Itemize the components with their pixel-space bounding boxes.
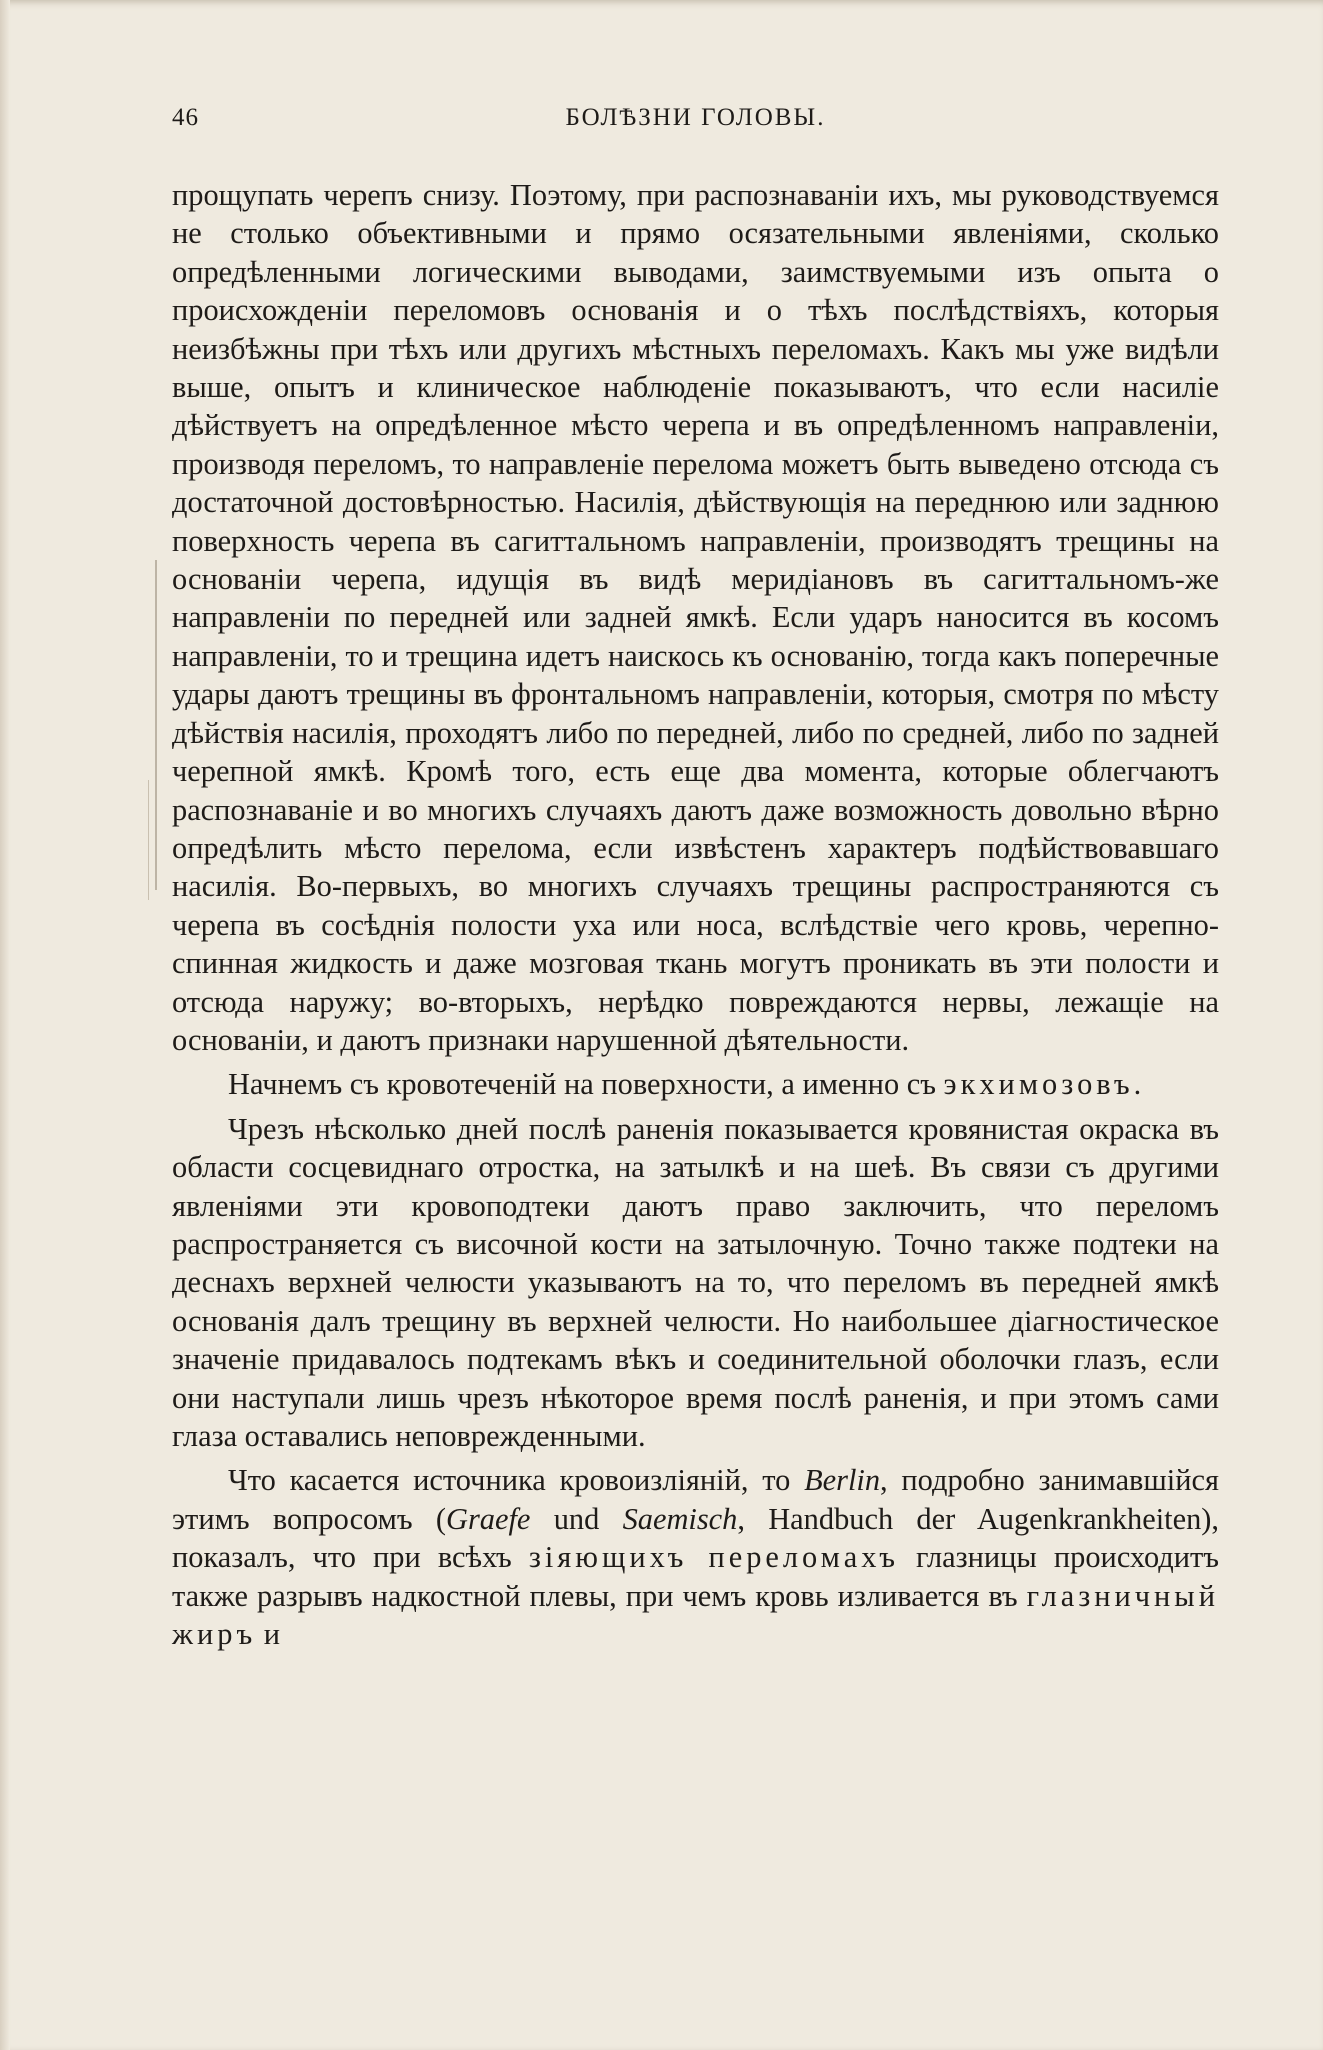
author-name: Berlin (804, 1463, 881, 1498)
paragraph (172, 1065, 1219, 1103)
paragraph: прощупать черепъ снизу. Поэтому, при распознаваніи ихъ, мы руководствуемся не столько объективными и прямо осязательными явленіями, сколько опредѣленными логическими выводами, заимствуемыми изъ опыта о происхожденіи переломовъ основанія и о тѣхъ послѣдствіяхъ, которыя неизбѣжны при тѣхъ или другихъ мѣстныхъ переломахъ. Какъ мы уже видѣли выше, опытъ и клиническое наблюденіе показываютъ, что если насиліе дѣйствуетъ на опредѣленное мѣсто черепа и въ опредѣленномъ направленіи, производя переломъ, то направленіе перелома можетъ быть выведено отсюда съ достаточной достовѣрностью. Насилія, дѣйствующія на переднюю или заднюю поверхность черепа въ сагиттальномъ направленіи, производятъ трещины на основаніи черепа, идущія въ видѣ меридіановъ въ сагиттальномъ-же направленіи по передней или задней ямкѣ. Если ударъ наносится въ косомъ направленіи, то и трещина идетъ наискось къ основанію, тогда какъ поперечные удары даютъ трещины въ фронтальномъ направленіи, которыя, смотря по мѣсту дѣйствія насилія, проходятъ либо по передней, либо по средней, либо по задней черепной ямкѣ. Кромѣ того, есть еще два момента, которые облегчаютъ распознаваніе и во многихъ случаяхъ даютъ даже возможность довольно вѣрно опредѣлить мѣсто перелома, если извѣстенъ характеръ подѣйствовавшаго насилія. Во-первыхъ, во многихъ случаяхъ трещины распространяются съ черепа въ сосѣднія полости уха или носа, вслѣдствіе чего кровь, черепно-спинная жидкость и даже мозговая ткань могутъ проникать въ эти полости и отсюда наружу; во-вторыхъ, нерѣдко повреждаются нервы, лежащіе на основаніи, и даютъ признаки нарушенной дѣятельности. (172, 178, 1219, 1057)
margin-pencil-mark (155, 560, 163, 890)
author-name: Graefe (446, 1501, 531, 1536)
spaced-term: зіяющихъ переломахъ (528, 1540, 899, 1575)
author-name: Saemisch (622, 1501, 738, 1536)
spaced-term: глазничный жиръ (172, 1578, 1219, 1652)
paragraph-text: Что касается источника кровоизліяній, то (228, 1463, 805, 1498)
paragraph: Чрезъ нѣсколько дней послѣ раненія показывается кровянистая окраска въ области сосцевиднаго отростка, на затылкѣ и на шеѣ. Въ связи съ другими явленіями эти кровоподтеки даютъ право заключить, что переломъ распространяется съ височной кости на затылочную. Точно также подтеки на деснахъ верхней челюсти указываютъ на то, что переломъ въ передней ямкѣ основанія далъ трещину въ верхней челюсти. Но наибольшее діагностическое значеніе придавалось подтекамъ вѣкъ и соединительной оболочки глазъ, если они наступали лишь чрезъ нѣкоторое время послѣ раненія, и при этомъ сами глаза оставались неповрежденными. (172, 1111, 1219, 1453)
paragraph-text: глазницы происходитъ также разрывъ надкостной плевы, при чемъ кровь изливается въ (172, 1540, 1219, 1613)
paragraph-text: Начнемъ съ кровотеченій на поверхности, а именно съ (228, 1067, 944, 1102)
paragraph-text: , Handbuch der Augenkrankheiten), показалъ, что при всѣхъ (172, 1501, 1220, 1575)
body-text (172, 176, 1219, 1659)
paragraph-text: и (256, 1617, 281, 1652)
running-title: БОЛѢЗНИ ГОЛОВЫ. (565, 104, 826, 131)
paragraph-text: , подробно занимавшійся этимъ вопросомъ ( (172, 1463, 1219, 1536)
paragraph (172, 1461, 1219, 1653)
page-header (172, 104, 1219, 140)
paragraph-text: . (1133, 1067, 1142, 1102)
margin-pencil-mark (148, 780, 155, 900)
page-number: 46 (172, 104, 199, 131)
paragraph-text: und (530, 1501, 623, 1536)
spaced-term: экхимозовъ (943, 1067, 1134, 1102)
page-edge-shadow (0, 0, 10, 2050)
